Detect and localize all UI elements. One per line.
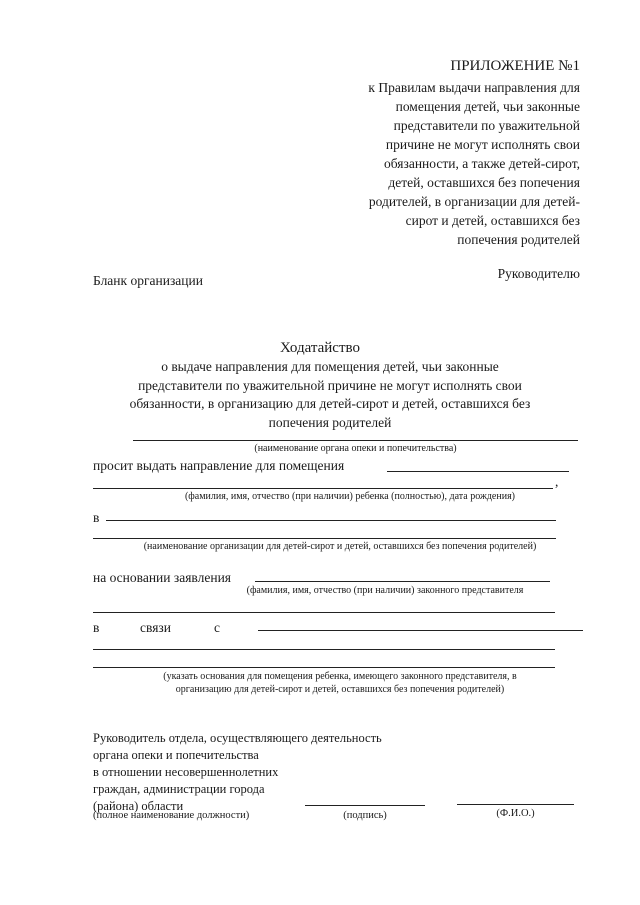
signature-input-line[interactable]	[305, 805, 425, 806]
child-input-line-1[interactable]	[387, 471, 569, 472]
authority-caption: (наименование органа опеки и попечительства)	[254, 443, 457, 454]
petition-subtitle	[80, 358, 580, 432]
child-caption: (фамилия, имя, отчество (при наличии) ребенка (полностью), дата рождения)	[184, 491, 516, 502]
connection-word-in: в	[93, 620, 100, 635]
organization-caption: (наименование организации для детей-сирот и детей, оставшихся без попечения родителей)	[143, 541, 537, 552]
child-input-line-2[interactable]	[93, 488, 553, 489]
representative-caption: (фамилия, имя, отчество (при наличии) законного представителя	[246, 585, 524, 596]
position-line: в отношении несовершеннолетних	[93, 765, 279, 779]
appendix-line: к Правилам выдачи направления для	[368, 80, 580, 95]
reason-caption-line: организацию для детей-сирот и детей, оставшихся без попечения родителей)	[175, 684, 505, 695]
position-line: органа опеки и попечительства	[93, 748, 259, 762]
comma-mark: ,	[555, 474, 559, 489]
in-label: в	[93, 510, 100, 525]
name-input-line[interactable]	[457, 804, 574, 805]
representative-input-line[interactable]	[255, 581, 550, 582]
requests-label: просит выдать направление для помещения	[93, 458, 345, 473]
reason-input-line-1[interactable]	[258, 630, 583, 631]
petition-title: Ходатайство	[280, 340, 360, 356]
position-line: Руководитель отдела, осуществляющего деятельность	[93, 731, 382, 745]
subtitle-line: о выдаче направления для помещения детей, чьи законные	[161, 359, 499, 374]
subtitle-line: обязанности, в организацию для детей-сирот и детей, оставшихся без	[129, 396, 531, 411]
position-caption: (полное наименование должности)	[93, 810, 250, 821]
position-line: граждан, администрации города	[93, 782, 265, 796]
basis-label: на основании заявления	[93, 570, 231, 585]
addressee-label: Руководителю	[497, 266, 580, 281]
organization-input-line-2[interactable]	[93, 538, 556, 539]
appendix-line: попечения родителей	[457, 232, 580, 247]
signature-caption: (подпись)	[343, 810, 387, 821]
appendix-line: представители по уважительной	[393, 118, 580, 133]
appendix-line: детей, оставшихся без попечения	[388, 175, 580, 190]
appendix-line: помещения детей, чьи законные	[395, 99, 580, 114]
name-caption: (Ф.И.О.)	[496, 808, 535, 819]
reason-input-line-3[interactable]	[93, 667, 555, 668]
letterhead-label: Бланк организации	[93, 273, 203, 288]
reason-caption-line: (указать основания для помещения ребенка, имеющего законного представителя, в	[163, 671, 517, 682]
organization-input-line-1[interactable]	[106, 520, 556, 521]
reason-input-line-2[interactable]	[93, 649, 555, 650]
subtitle-line: попечения родителей	[268, 414, 392, 430]
connection-word-with: с	[214, 620, 220, 635]
reason-caption	[90, 670, 590, 696]
appendix-line: обязанности, а также детей-сирот,	[384, 156, 580, 171]
connection-word-link: связи	[140, 620, 171, 635]
authority-input-line[interactable]	[133, 440, 578, 441]
appendix-text	[260, 78, 580, 249]
appendix-title: ПРИЛОЖЕНИЕ №1	[450, 58, 580, 74]
appendix-line: сирот и детей, оставшихся без	[405, 213, 580, 228]
appendix-line: родителей, в организации для детей-	[368, 194, 580, 209]
position-line: (района) области	[93, 799, 184, 813]
signatory-position	[93, 730, 382, 815]
subtitle-line: представители по уважительной причине не могут исполнять свои	[138, 377, 522, 393]
appendix-line: причине не могут исполнять свои	[385, 137, 580, 152]
representative-input-line-2[interactable]	[93, 612, 555, 613]
